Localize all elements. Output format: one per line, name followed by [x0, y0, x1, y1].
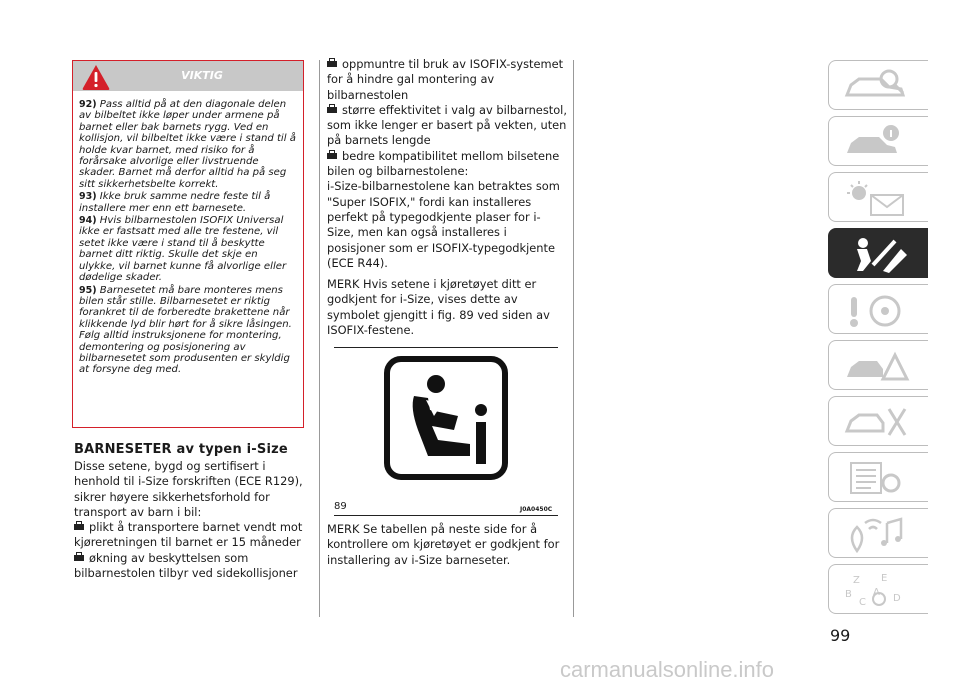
figure-bottom-rule	[334, 515, 558, 516]
tab-multimedia[interactable]	[828, 508, 928, 558]
figure-code: J0A0450C	[520, 506, 553, 513]
alphabet-index-icon	[843, 571, 913, 609]
tab-car-info[interactable]	[828, 116, 928, 166]
car-tools-icon	[843, 403, 913, 441]
car-info-icon	[843, 123, 913, 161]
tab-steering[interactable]	[828, 284, 928, 334]
list-item: bedre kompatibilitet mellom bilsetene bilen og bilbarnestolene:	[327, 148, 560, 179]
list-item: økning av beskyttelsen som bilbarnestolen tilbyr ved sidekollisjoner	[74, 550, 298, 581]
car-search-icon	[843, 67, 913, 105]
tab-safety[interactable]	[828, 228, 928, 278]
steering-wheel-icon	[843, 291, 913, 329]
list-item: plikt å transportere barnet vendt mot kjøreretningen til barnet er 15 måneder	[74, 520, 303, 550]
svg-text:A: A	[873, 587, 880, 598]
tab-technical-data[interactable]	[828, 452, 928, 502]
tab-maintenance[interactable]	[828, 396, 928, 446]
watermark: carmanualsonline.info	[560, 657, 775, 682]
column-2-text	[327, 57, 567, 338]
column-2-note	[327, 522, 567, 568]
tab-index[interactable]	[828, 564, 928, 614]
note-93: 93) Ikke bruk samme nedre feste til å installere mer enn ett barnesete.	[79, 191, 271, 214]
column-divider	[319, 60, 320, 617]
lights-mail-icon	[843, 179, 913, 217]
page-number: 99	[830, 626, 851, 645]
intro-paragraph: Disse setene, bygd og sertifisert i henhold til i-Size forskriften (ECE R129), sikrer høyere sikkerhetsforhold for transport av barn i bil:	[74, 459, 303, 519]
svg-text:B: B	[845, 589, 852, 600]
note-paragraph: MERK Hvis setene i kjøretøyet ditt er godkjent for i-Size, vises dette av symbolet gjengitt i fig. 89 ved siden av ISOFIX-festene.	[327, 277, 550, 338]
note-94: 94) Hvis bilbarnestolen ISOFIX Universal ikke er fastsatt med alle tre festene, vil setet ikke være i stand til å beskytte barnet ditt riktig. Skulle det skje en ulykke, vil barnet kunne få alvorlige eller dødelige skader.	[79, 215, 287, 284]
column-divider	[573, 60, 574, 617]
column-1-text	[74, 459, 308, 581]
tab-lights-mail[interactable]	[828, 172, 928, 222]
warning-header	[73, 61, 303, 91]
figure-top-rule	[334, 347, 558, 348]
svg-text:C: C	[859, 597, 866, 608]
bullet-icon	[74, 555, 84, 561]
note-92: 92) Pass alltid på at den diagonale delen av bilbeltet ikke løper under armene på barnet eller bak barnets rygg. Ved en kollisjon, vil bilbeltet ikke være i stand til å holde kvar barnet, med risiko for å forårsake alvorlige eller livstruende skader. Barnet må derfor alltid ha på seg sitt sikkerhetsbelte korrekt.	[79, 99, 296, 190]
warning-triangle-icon	[843, 347, 913, 385]
safety-airbag-icon	[843, 235, 913, 273]
list-item: større effektivitet i valg av bilbarnestol, som ikke lenger er basert på vekten, uten på barnets lengde	[327, 102, 567, 148]
svg-text:Z: Z	[853, 575, 860, 586]
navigation-music-icon	[843, 515, 913, 553]
isize-symbol-icon	[384, 356, 508, 480]
figure-number: 89	[334, 501, 347, 512]
bullet-icon	[327, 107, 337, 113]
warning-box	[72, 60, 304, 428]
svg-text:D: D	[893, 593, 901, 604]
bullet-icon	[74, 524, 84, 530]
list-item: oppmuntre til bruk av ISOFIX-systemet for å hindre gal montering av bilbarnestolen	[327, 57, 564, 102]
list-settings-icon	[843, 459, 913, 497]
paragraph: i-Size-bilbarnestolene kan betraktes som "Super ISOFIX," fordi kan installeres perfekt på typegodkjente plaser for i-Size, men kan også installeres i posisjoner som er ISOFIX-typegodkjente (ECE R44).	[327, 179, 560, 270]
section-heading: BARNESETER av typen i-Size	[74, 442, 288, 457]
chapter-tabs	[828, 60, 928, 620]
note-paragraph: MERK Se tabellen på neste side for å kontrollere om kjøretøyet er godkjent for installering av i-Size barneseter.	[327, 522, 560, 567]
tab-car-search[interactable]	[828, 60, 928, 110]
svg-text:E: E	[881, 573, 888, 584]
note-95: 95) Barnesetet må bare monteres mens bilen står stille. Bilbarnesetet er riktig forankret til de forberedte brakettene når klikkende lyd blir hørt for å sikre låsingen. Følg alltid instruksjonene for montering, demontering og posisjonering av bilbarnesetet som produsenten er skyldig at forsyne deg med.	[79, 284, 292, 376]
warning-title: VIKTIG	[181, 69, 223, 82]
bullet-icon	[327, 153, 337, 159]
bullet-icon	[327, 61, 337, 67]
tab-emergency[interactable]	[828, 340, 928, 390]
